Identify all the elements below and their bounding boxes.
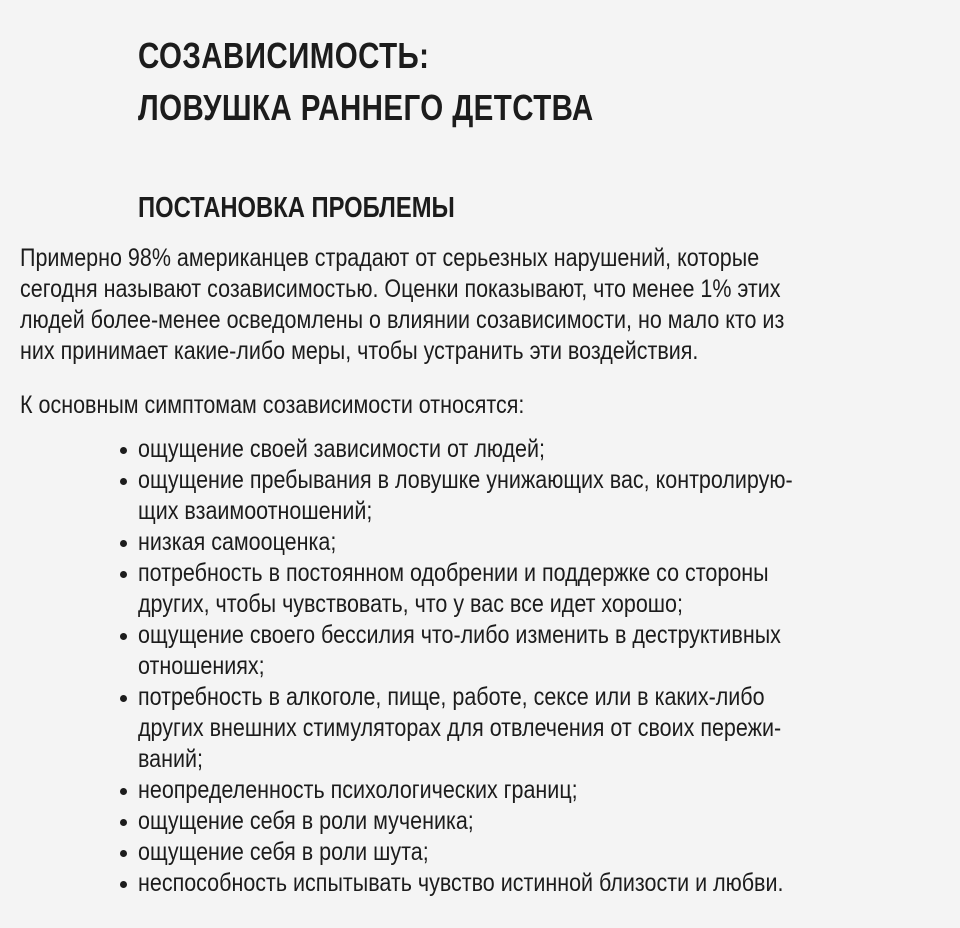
list-item (118, 620, 899, 682)
list-item (118, 806, 899, 837)
list-item-line: других внешних стимуляторах для отвлечения от своих пережи- (138, 714, 782, 742)
list-item (118, 868, 899, 899)
intro-paragraph (20, 243, 909, 367)
list-item-line: потребность в алкоголе, пище, работе, сексе или в каких-либо (138, 683, 765, 711)
chapter-title (138, 30, 594, 134)
bullet-icon (120, 540, 127, 547)
list-item (118, 527, 899, 558)
bullet-icon (120, 695, 127, 702)
list-item-line: неопределенность психологических границ; (138, 776, 578, 804)
list-item-line: щих взаимоотношений; (138, 497, 373, 525)
intro-line: сегодня называют созависимостью. Оценки показывают, что менее 1% этих (20, 275, 781, 303)
list-item (118, 775, 899, 806)
bullet-icon (120, 819, 127, 826)
bullet-icon (120, 571, 127, 578)
list-item (118, 558, 899, 620)
list-item-line: низкая самооценка; (138, 528, 337, 556)
list-item-line: других, чтобы чувствовать, что у вас все идет хорошо; (138, 590, 683, 618)
list-item-line: неспособность испытывать чувство истинной близости и любви. (138, 869, 784, 897)
symptoms-list (118, 434, 899, 899)
chapter-title-line-1: СОЗАВИСИМОСТЬ: (138, 35, 430, 76)
list-item (118, 465, 899, 527)
list-item-line: отношениях; (138, 652, 265, 680)
bullet-icon (120, 478, 127, 485)
list-item-line: ощущение своего бессилия что-либо изменить в деструктивных (138, 621, 781, 649)
bullet-icon (120, 850, 127, 857)
list-item-line: ощущение пребывания в ловушке унижающих вас, контролирую- (138, 466, 793, 494)
bullet-icon (120, 881, 127, 888)
symptoms-lead: К основным симптомам созависимости относятся: (20, 391, 525, 419)
list-item-line: ваний; (138, 745, 204, 773)
list-item-line: ощущение себя в роли мученика; (138, 807, 474, 835)
list-item-line: ощущение себя в роли шута; (138, 838, 429, 866)
intro-line: них принимает какие-либо меры, чтобы устранить эти воздействия. (20, 337, 699, 365)
intro-line: людей более-менее осведомлены о влиянии созависимости, но мало кто из (20, 306, 785, 334)
list-item (118, 682, 899, 775)
chapter-title-line-2: ЛОВУШКА РАННЕГО ДЕТСТВА (138, 87, 594, 128)
bullet-icon (120, 633, 127, 640)
list-item (118, 837, 899, 868)
intro-line: Примерно 98% американцев страдают от серьезных нарушений, которые (20, 244, 760, 272)
bullet-icon (120, 788, 127, 795)
bullet-icon (120, 447, 127, 454)
list-item-line: ощущение своей зависимости от людей; (138, 435, 546, 463)
list-item-line: потребность в постоянном одобрении и поддержке со стороны (138, 559, 769, 587)
list-item (118, 434, 899, 465)
section-title: ПОСТАНОВКА ПРОБЛЕМЫ (138, 192, 455, 224)
